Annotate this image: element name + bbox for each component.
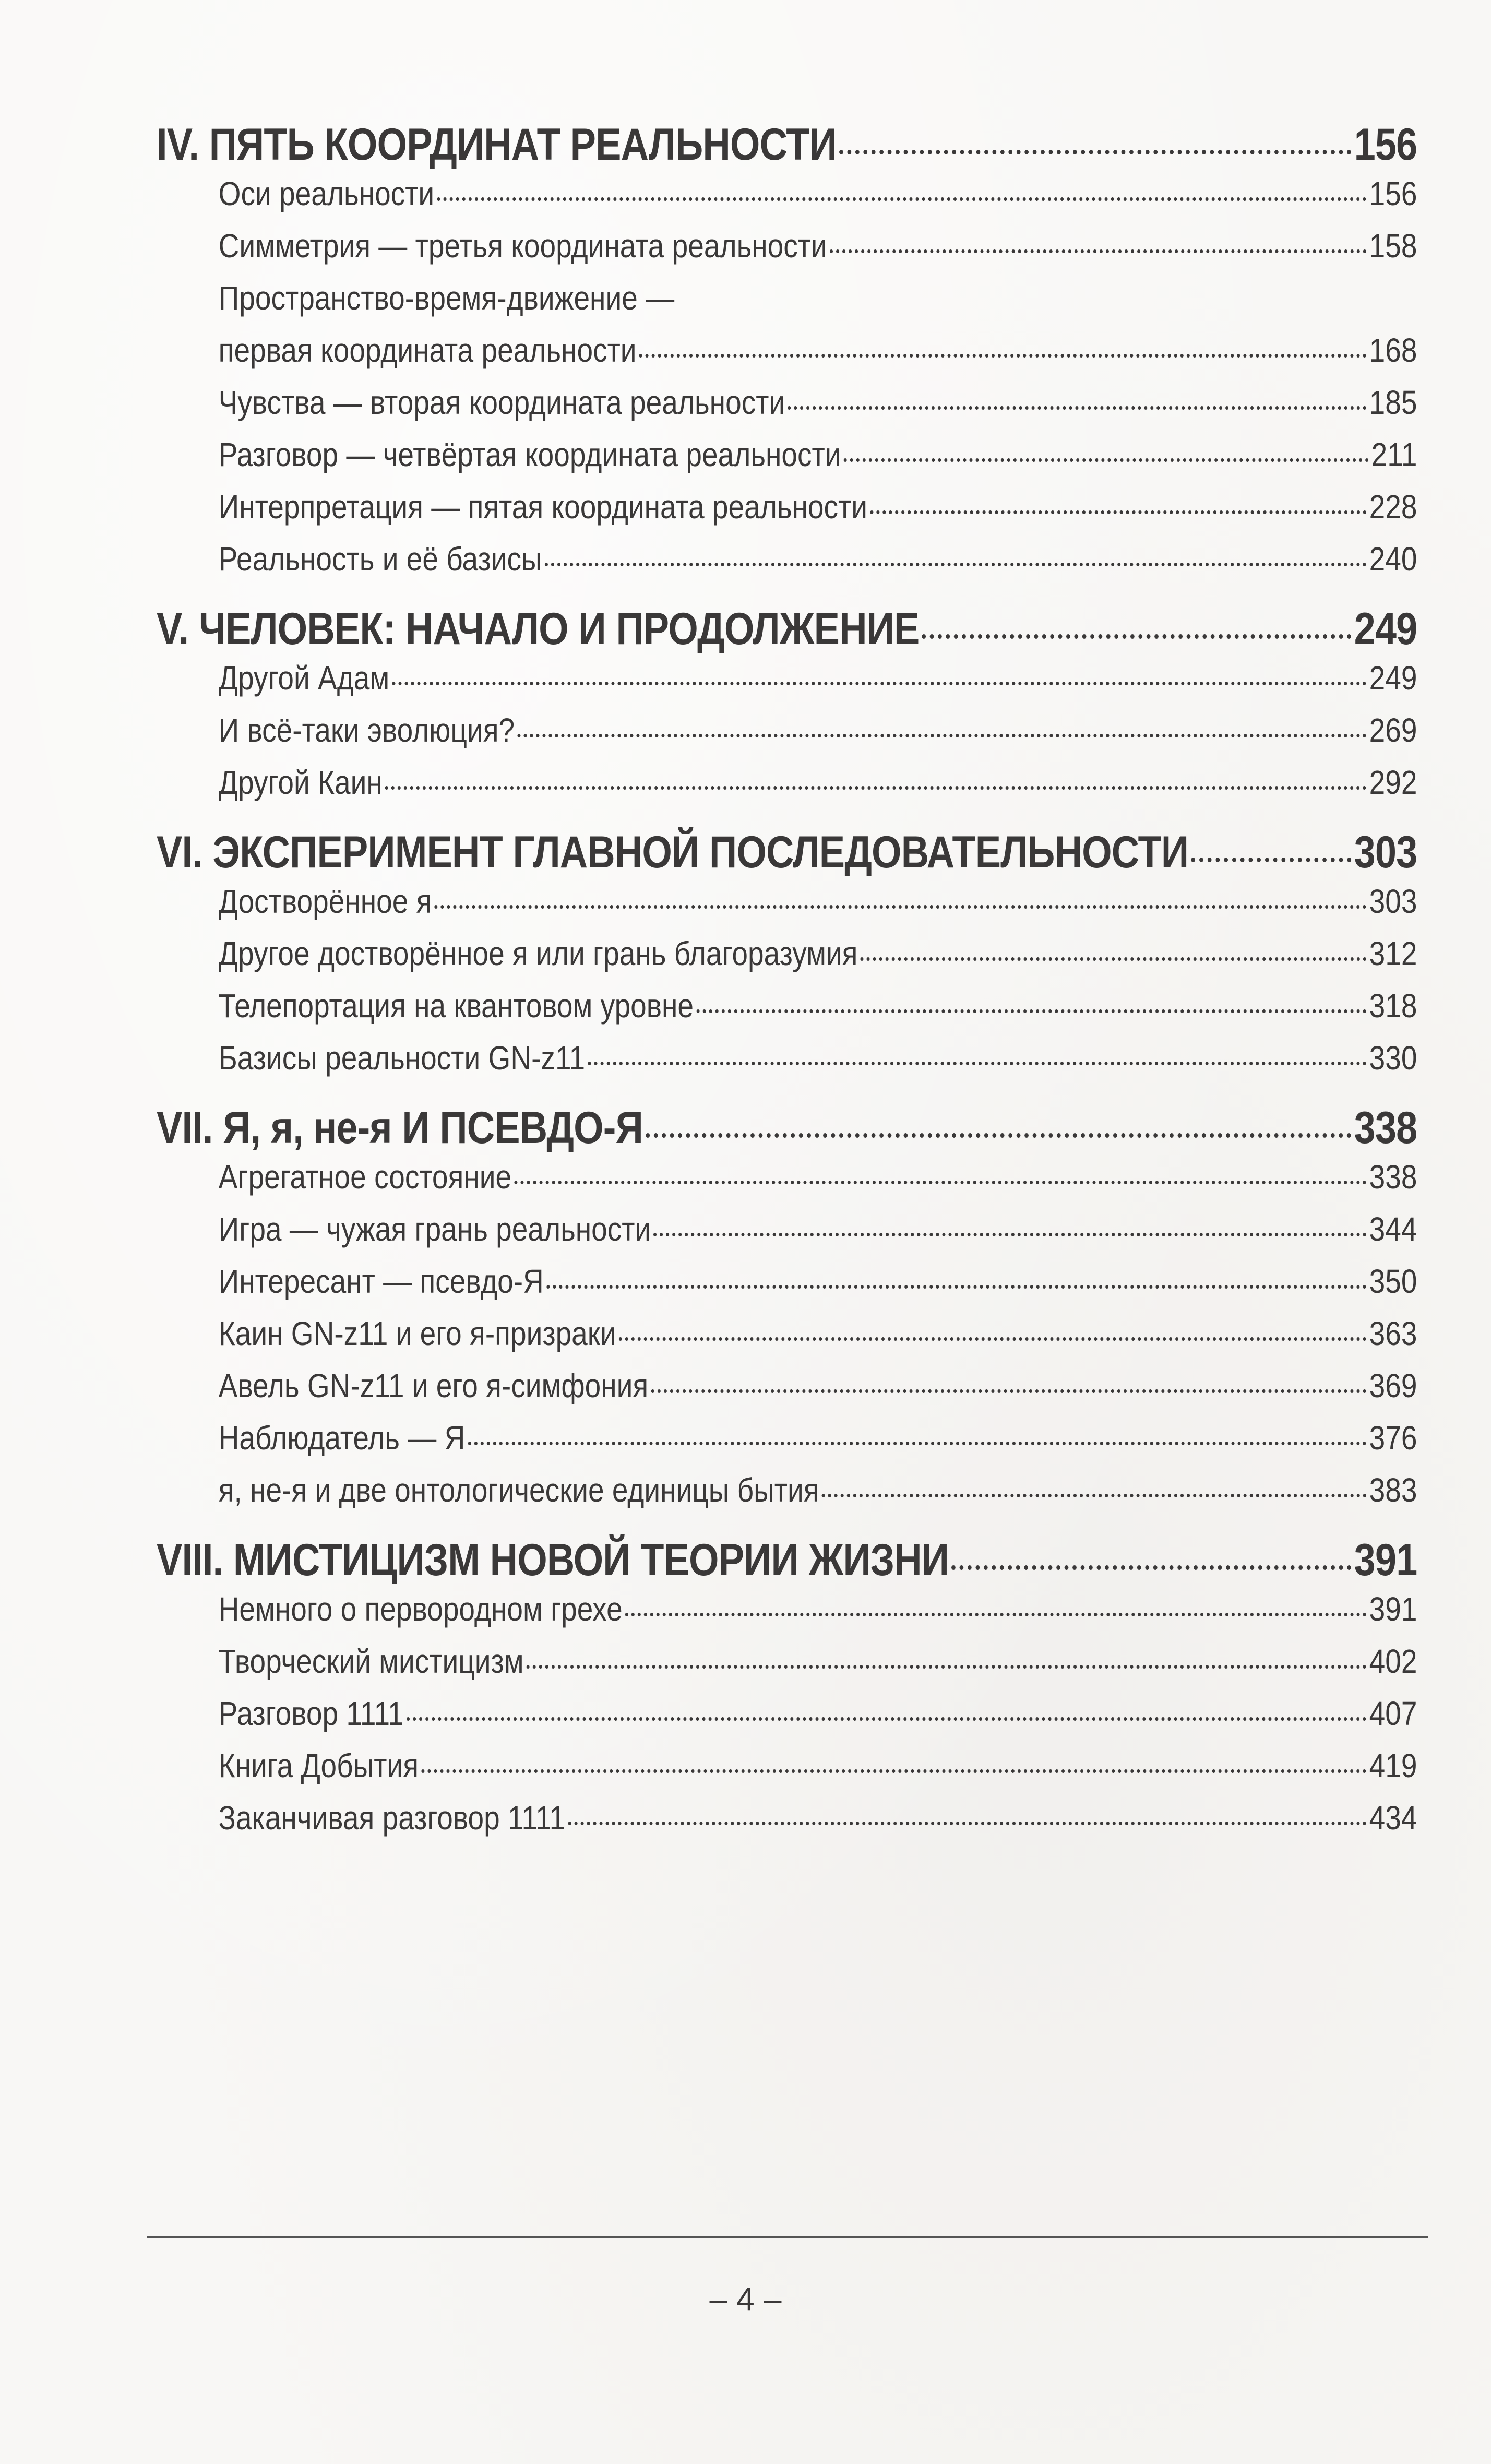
chapter-title: VI. ЭКСПЕРИМЕНТ ГЛАВНОЙ ПОСЛЕДОВАТЕЛЬНОСТИ: [157, 827, 1189, 877]
entry-title: Интерпретация — пятая координата реальности: [218, 488, 867, 526]
toc-entry: [157, 1262, 1417, 1314]
entry-title: Базисы реальности GN-z11: [218, 1039, 586, 1077]
chapter-page-number: 249: [1354, 604, 1417, 654]
entry-title: Достворённое я: [218, 883, 432, 920]
dot-leader: [385, 786, 1366, 790]
toc-entry: [157, 1158, 1417, 1210]
toc-entry: [157, 711, 1417, 763]
entry-title: Интересант — псевдо-Я: [218, 1263, 544, 1300]
dot-leader: [619, 1337, 1367, 1341]
entry-title: Реальность и её базисы: [218, 540, 542, 578]
dot-leader: [788, 406, 1366, 410]
entry-page-number: 407: [1369, 1695, 1417, 1732]
dot-leader: [588, 1062, 1366, 1065]
page-number: – 4 –: [709, 2281, 782, 2317]
entry-title: Симметрия — третья координата реальности: [218, 227, 827, 265]
entry-title: Творческий мистицизм: [218, 1642, 524, 1680]
entry-title: Оси реальности: [218, 175, 435, 212]
entry-title: Каин GN-z11 и его я-призраки: [218, 1315, 616, 1352]
toc-chapter-heading: [157, 603, 1417, 659]
entry-page-number: 318: [1369, 987, 1417, 1025]
dot-leader: [625, 1613, 1367, 1616]
dot-leader: [861, 957, 1367, 961]
dot-leader: [435, 905, 1367, 909]
toc-entry: [157, 659, 1417, 711]
entry-title: Немного о первородном грехе: [218, 1590, 623, 1628]
entry-page-number: 292: [1369, 764, 1417, 801]
toc-entry: [157, 1366, 1417, 1419]
entry-title: Другой Каин: [218, 764, 383, 801]
entry-title: Наблюдатель — Я: [218, 1419, 466, 1457]
dot-leader: [392, 682, 1366, 685]
toc-entry: [157, 1039, 1417, 1091]
entry-title: Игра — чужая грань реальности: [218, 1210, 651, 1248]
entry-title: Другое достворённое я или грань благоразумия: [218, 935, 858, 972]
entry-page-number: 240: [1369, 540, 1417, 578]
toc-entry: [157, 1642, 1417, 1694]
dot-leader: [468, 1442, 1366, 1445]
dot-leader: [407, 1717, 1367, 1721]
toc-entry: [157, 1590, 1417, 1642]
dot-leader: [545, 563, 1367, 566]
table-of-contents: [157, 119, 1417, 1851]
toc-entry: [157, 1210, 1417, 1262]
entry-page-number: 344: [1369, 1210, 1417, 1248]
toc-entry: [157, 1314, 1417, 1366]
toc-entry: [157, 1694, 1417, 1746]
dot-leader: [514, 1181, 1366, 1184]
toc-entry: [157, 227, 1417, 279]
entry-title: Разговор — четвёртая координата реальности: [218, 436, 841, 473]
entry-title: Книга Добытия: [218, 1747, 419, 1784]
chapter-page-number: 338: [1354, 1103, 1417, 1153]
chapter-title: VIII. МИСТИЦИЗМ НОВОЙ ТЕОРИИ ЖИЗНИ: [157, 1535, 949, 1585]
entry-title: И всё-таки эволюция?: [218, 711, 515, 749]
dot-leader: [437, 197, 1366, 201]
entry-page-number: 156: [1369, 175, 1417, 212]
entry-page-number: 383: [1369, 1471, 1417, 1509]
toc-entry: [157, 383, 1417, 435]
toc-entry: [157, 763, 1417, 815]
footer-rule: [147, 2236, 1428, 2238]
toc-entry: [157, 882, 1417, 934]
toc-entry: [157, 1746, 1417, 1799]
chapter-page-number: 303: [1354, 827, 1417, 877]
toc-entry-line-2: [157, 331, 1417, 383]
dot-leader: [922, 634, 1352, 639]
dot-leader: [696, 1009, 1366, 1013]
entry-page-number: 312: [1369, 935, 1417, 972]
entry-title: я, не-я и две онтологические единицы бытия: [218, 1471, 819, 1509]
chapter-page-number: 391: [1354, 1535, 1417, 1585]
toc-entry: [157, 1799, 1417, 1851]
dot-leader: [517, 734, 1366, 737]
dot-leader: [421, 1769, 1366, 1773]
dot-leader: [822, 1494, 1367, 1497]
chapter-title: VII. Я, я, не-я И ПСЕВДО-Я: [157, 1103, 643, 1153]
toc-entry: [157, 487, 1417, 540]
toc-chapter-heading: [157, 119, 1417, 174]
toc-entry: [157, 1419, 1417, 1471]
dot-leader: [839, 150, 1351, 154]
entry-title: Чувства — вторая координата реальности: [218, 384, 785, 421]
entry-page-number: 269: [1369, 711, 1417, 749]
entry-page-number: 391: [1369, 1590, 1417, 1628]
entry-page-number: 185: [1369, 384, 1417, 421]
toc-entry: [157, 540, 1417, 592]
toc-entry-line-1: [157, 279, 1417, 331]
entry-page-number: 330: [1369, 1039, 1417, 1077]
entry-title: Агрегатное состояние: [218, 1158, 512, 1196]
toc-entry: [157, 986, 1417, 1039]
toc-chapter-heading: [157, 1102, 1417, 1158]
entry-page-number: 363: [1369, 1315, 1417, 1352]
entry-title: первая координата реальности: [218, 331, 637, 369]
entry-page-number: 369: [1369, 1367, 1417, 1404]
entry-title: Разговор 1111: [218, 1695, 404, 1732]
dot-leader: [546, 1285, 1367, 1289]
entry-page-number: 350: [1369, 1263, 1417, 1300]
dot-leader: [870, 510, 1366, 514]
toc-entry: [157, 934, 1417, 986]
dot-leader: [639, 354, 1367, 358]
entry-page-number: 338: [1369, 1158, 1417, 1196]
entry-title: Другой Адам: [218, 659, 390, 697]
dot-leader: [844, 458, 1369, 462]
toc-entry: [157, 1471, 1417, 1523]
entry-page-number: 228: [1369, 488, 1417, 526]
entry-title: Авель GN-z11 и его я-симфония: [218, 1367, 649, 1404]
dot-leader: [951, 1565, 1351, 1570]
entry-page-number: 249: [1369, 659, 1417, 697]
toc-entry: [157, 174, 1417, 227]
entry-page-number: 168: [1369, 331, 1417, 369]
dot-leader: [527, 1665, 1367, 1669]
dot-leader: [568, 1822, 1366, 1825]
dot-leader: [653, 1233, 1366, 1236]
entry-title: Пространство-время-движение —: [218, 279, 675, 317]
toc-chapter-heading: [157, 827, 1417, 882]
entry-page-number: 303: [1369, 883, 1417, 920]
chapter-title: IV. ПЯТЬ КООРДИНАТ РЕАЛЬНОСТИ: [157, 120, 837, 170]
entry-page-number: 158: [1369, 227, 1417, 265]
entry-page-number: 402: [1369, 1642, 1417, 1680]
entry-page-number: 419: [1369, 1747, 1417, 1784]
dot-leader: [1191, 858, 1351, 862]
toc-chapter-heading: [157, 1534, 1417, 1590]
toc-entry: [157, 435, 1417, 487]
dot-leader: [830, 249, 1367, 253]
chapter-page-number: 156: [1354, 120, 1417, 170]
dot-leader: [651, 1389, 1366, 1393]
entry-page-number: 211: [1371, 436, 1417, 473]
entry-page-number: 434: [1369, 1799, 1417, 1837]
entry-page-number: 376: [1369, 1419, 1417, 1457]
chapter-title: V. ЧЕЛОВЕК: НАЧАЛО И ПРОДОЛЖЕНИЕ: [157, 604, 920, 654]
dot-leader: [646, 1133, 1351, 1138]
entry-title: Телепортация на квантовом уровне: [218, 987, 694, 1025]
entry-title: Заканчивая разговор 1111: [218, 1799, 566, 1837]
